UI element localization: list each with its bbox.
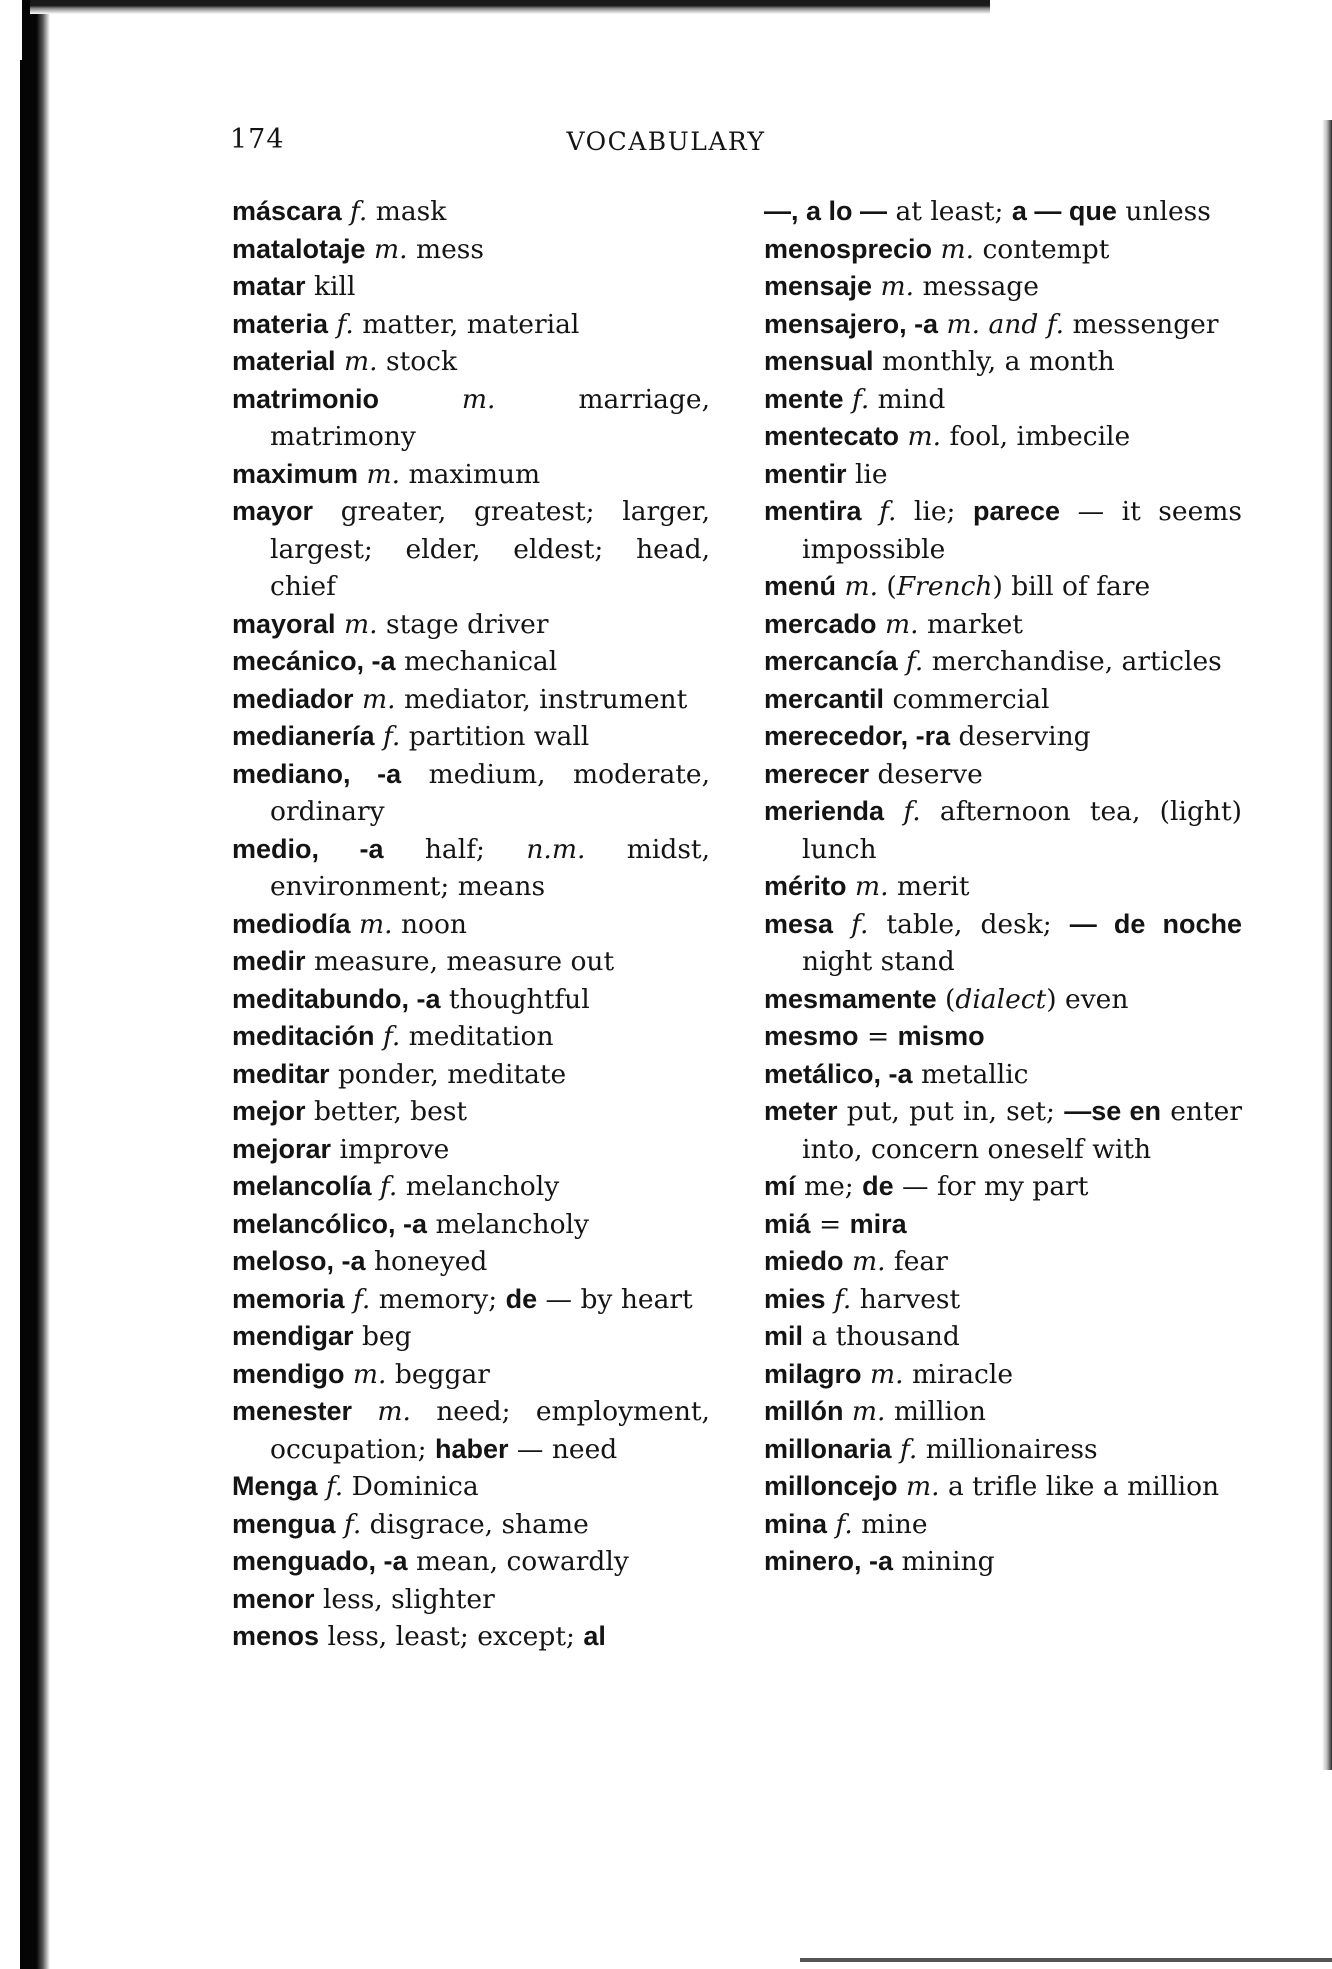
headword: mediador xyxy=(232,683,354,714)
grammar-label: f. xyxy=(371,1171,398,1202)
definition-text: memory; xyxy=(370,1283,506,1315)
vocab-entry xyxy=(232,906,710,944)
vocab-entry xyxy=(764,1206,1242,1244)
headword: meloso, -a xyxy=(232,1246,366,1276)
definition-text: miracle xyxy=(903,1358,1014,1390)
headword: mentecato xyxy=(764,421,900,451)
headword: menosprecio xyxy=(764,233,933,264)
vocab-entry xyxy=(232,343,710,381)
headword: merecedor, -ra xyxy=(764,721,951,751)
grammar-label: m. xyxy=(861,1358,904,1390)
headword: meditar xyxy=(232,1058,330,1089)
headword: haber xyxy=(434,1433,509,1464)
headword: maximum xyxy=(232,458,359,489)
page-number: 174 xyxy=(230,124,285,155)
vocab-entry xyxy=(232,1018,710,1056)
definition-text: lie xyxy=(846,458,888,490)
definition-text: honeyed xyxy=(365,1246,488,1277)
headword: mesmamente xyxy=(764,983,937,1014)
vocab-entry xyxy=(764,568,1242,606)
definition-text: noon xyxy=(392,908,467,940)
headword: mercancía xyxy=(764,646,898,676)
vocab-entry xyxy=(232,681,710,719)
headword: —se en xyxy=(1064,1096,1162,1126)
definition-text: medium, moderate, ordinary xyxy=(270,758,711,827)
headword: mente xyxy=(764,383,844,414)
vocab-entry xyxy=(764,268,1242,306)
vocab-entry xyxy=(764,718,1242,756)
definition-text: merit xyxy=(888,871,970,902)
definition-text: stage driver xyxy=(377,608,549,640)
headword: materia xyxy=(232,308,329,339)
scan-top-edge xyxy=(30,0,990,14)
definition-text: harvest xyxy=(851,1283,961,1315)
headword: mina xyxy=(764,1508,828,1539)
vocab-entry xyxy=(232,1618,710,1656)
headword: millonaria xyxy=(764,1433,892,1464)
vocab-entry xyxy=(232,1356,710,1394)
headword: parece xyxy=(973,496,1061,526)
headword: menos xyxy=(232,1621,320,1651)
definition-text: mining xyxy=(893,1546,995,1577)
definition-text: market xyxy=(918,608,1023,640)
definition-text: at least; xyxy=(887,196,1012,227)
grammar-label: m. xyxy=(846,871,889,902)
vocab-entry xyxy=(764,1468,1242,1506)
definition-text: Dominica xyxy=(343,1471,479,1502)
grammar-label: m. xyxy=(843,1396,886,1427)
definition-text: merchandise, articles xyxy=(923,646,1222,677)
headword: —, a lo — xyxy=(764,196,888,226)
headword: Menga xyxy=(232,1471,318,1501)
headword: menor xyxy=(232,1583,315,1614)
headword: menester xyxy=(232,1396,353,1426)
definition-text: mess xyxy=(407,233,484,265)
grammar-label: f. xyxy=(884,796,921,827)
definition-text: deserve xyxy=(869,758,983,790)
definition-text: measure, measure out xyxy=(305,946,615,977)
headword: meditación xyxy=(232,1021,375,1051)
definition-text: — for my part xyxy=(893,1171,1089,1202)
headword: metálico, -a xyxy=(764,1058,913,1089)
definition-text: lie; xyxy=(896,496,973,527)
headword: miá xyxy=(764,1208,811,1239)
headword: matrimonio xyxy=(232,383,380,414)
grammar-label: m. xyxy=(872,271,915,302)
definition-text: need; employment, occupation; xyxy=(270,1396,710,1465)
definition-text: melancholy xyxy=(427,1208,589,1240)
vocab-entry xyxy=(764,1168,1242,1206)
headword: medianería xyxy=(232,721,375,751)
vocab-entry xyxy=(232,268,710,306)
vocab-entry xyxy=(764,1393,1242,1431)
headword: mensaje xyxy=(764,271,873,301)
definition-text: kill xyxy=(305,271,356,302)
vocab-entry xyxy=(232,1093,710,1131)
definition-text: meditation xyxy=(400,1021,554,1052)
grammar-label: f. xyxy=(833,908,869,940)
vocab-entry xyxy=(232,1318,710,1356)
definition-text: me; xyxy=(795,1171,863,1202)
grammar-label: f. xyxy=(374,1021,401,1052)
definition-text: ponder, meditate xyxy=(329,1058,567,1090)
definition-text: stock xyxy=(377,346,458,377)
grammar-label: m. xyxy=(335,346,378,377)
headword: minero, -a xyxy=(764,1546,894,1576)
vocab-entry xyxy=(232,1168,710,1206)
definition-text: table, desk; xyxy=(868,908,1070,940)
vocab-entry xyxy=(764,418,1242,456)
headword: mejor xyxy=(232,1096,306,1126)
grammar-label: French xyxy=(896,571,993,602)
grammar-label: m. xyxy=(843,1246,886,1277)
grammar-label: m. xyxy=(379,383,496,415)
vocab-entry xyxy=(764,193,1242,231)
vocab-entry xyxy=(764,606,1242,644)
vocab-entry xyxy=(764,793,1242,868)
grammar-label: m. xyxy=(897,1471,940,1502)
vocab-entry xyxy=(232,756,710,831)
headword: mensajero, -a xyxy=(764,308,939,339)
definition-text: messenger xyxy=(1064,308,1219,340)
vocab-entry xyxy=(764,1243,1242,1281)
headword: merecer xyxy=(764,758,870,789)
vocab-entry xyxy=(232,1393,710,1468)
headword: milagro xyxy=(764,1358,862,1389)
headword: mies xyxy=(764,1283,826,1314)
grammar-label: f. xyxy=(825,1283,852,1315)
definition-text: mean, cowardly xyxy=(407,1546,629,1577)
definition-text: thoughtful xyxy=(440,983,590,1015)
headword: melancólico, -a xyxy=(232,1208,428,1239)
headword: mira xyxy=(849,1208,907,1239)
headword: miedo xyxy=(764,1246,844,1276)
definition-text: mind xyxy=(869,383,946,415)
definition-text: mine xyxy=(852,1508,928,1540)
vocab-entry xyxy=(232,981,710,1019)
headword: mérito xyxy=(764,871,847,901)
grammar-label: f. xyxy=(827,1508,853,1540)
definition-text: ( xyxy=(936,983,956,1015)
headword: mendigo xyxy=(232,1358,345,1389)
headword: mayor xyxy=(232,496,314,526)
definition-text: ) even xyxy=(1046,983,1129,1015)
definition-text: half; xyxy=(383,833,527,865)
grammar-label: f. xyxy=(897,646,924,677)
definition-text: commercial xyxy=(884,683,1050,715)
vocab-entry xyxy=(764,493,1242,568)
running-head: VOCABULARY xyxy=(566,127,766,156)
headword: mediano, -a xyxy=(232,758,402,789)
definition-text: less, slighter xyxy=(314,1583,495,1615)
grammar-label: f. xyxy=(317,1471,344,1502)
grammar-label: f. xyxy=(891,1433,918,1465)
scan-left-edge xyxy=(20,0,50,1969)
definition-text: mechanical xyxy=(395,646,558,677)
scan-left-edge-gap xyxy=(0,0,22,60)
definition-text: midst, environment; means xyxy=(270,833,710,902)
grammar-label: m. xyxy=(352,1396,411,1427)
headword: mecánico, -a xyxy=(232,646,396,676)
grammar-label: m. xyxy=(932,233,975,265)
definition-text: fear xyxy=(885,1246,948,1277)
definition-text: deserving xyxy=(950,721,1091,752)
headword: mesa xyxy=(764,908,834,939)
vocab-entry xyxy=(232,943,710,981)
definition-text: better, best xyxy=(305,1096,468,1127)
definition-text: maximum xyxy=(400,458,541,490)
definition-text: mask xyxy=(367,196,447,227)
grammar-label: m. xyxy=(836,571,878,602)
definition-text: — need xyxy=(508,1433,618,1465)
grammar-label: m. and f. xyxy=(938,308,1065,340)
definition-text: mediator, instrument xyxy=(395,683,688,715)
headword: milloncejo xyxy=(764,1471,898,1501)
grammar-label: f. xyxy=(861,496,897,527)
definition-text: unless xyxy=(1116,196,1211,227)
vocab-entry xyxy=(764,1318,1242,1356)
headword: de xyxy=(505,1283,538,1314)
headword: mentira xyxy=(764,496,862,526)
definition-text: = xyxy=(810,1208,850,1240)
definition-text: a trifle like a million xyxy=(939,1471,1220,1502)
vocab-entry xyxy=(764,1543,1242,1581)
headword: mil xyxy=(764,1321,804,1351)
definition-text: greater, greatest; larger, largest; elder, eldest; head, chief xyxy=(270,496,710,602)
definition-text: less, least; except; xyxy=(319,1621,584,1652)
definition-text: matter, material xyxy=(353,308,580,340)
grammar-label: n.m. xyxy=(526,833,586,865)
vocab-entry xyxy=(232,306,710,344)
grammar-label: dialect xyxy=(955,983,1047,1015)
headword: mercado xyxy=(764,608,877,639)
vocab-entry xyxy=(764,981,1242,1019)
vocab-entry xyxy=(764,1356,1242,1394)
vocab-entry xyxy=(764,343,1242,381)
definition-text: marriage, matrimony xyxy=(270,383,710,452)
grammar-label: f. xyxy=(344,1283,371,1315)
definition-text: disgrace, shame xyxy=(361,1508,589,1540)
headword: meter xyxy=(764,1096,838,1126)
vocab-entry xyxy=(764,868,1242,906)
grammar-label: m. xyxy=(350,908,393,940)
vocab-entry xyxy=(232,381,710,456)
vocab-entry xyxy=(232,1131,710,1169)
headword: mí xyxy=(764,1171,796,1201)
headword: mercantil xyxy=(764,683,885,714)
definition-text: monthly, a month xyxy=(873,346,1115,377)
left-column xyxy=(232,193,710,1656)
headword: al xyxy=(583,1621,606,1651)
headword: mejorar xyxy=(232,1133,332,1164)
vocab-entry xyxy=(764,1093,1242,1168)
vocab-entry xyxy=(764,1056,1242,1094)
definition-text: — by heart xyxy=(537,1283,693,1315)
headword: mendigar xyxy=(232,1321,354,1351)
vocab-entry xyxy=(232,1506,710,1544)
definition-text: ( xyxy=(878,571,897,602)
vocab-entry xyxy=(232,606,710,644)
vocab-entry xyxy=(764,306,1242,344)
headword: matar xyxy=(232,271,306,301)
headword: merienda xyxy=(764,796,885,826)
definition-text: contempt xyxy=(974,233,1110,265)
vocab-entry xyxy=(764,681,1242,719)
headword: matalotaje xyxy=(232,233,366,264)
headword: — de noche xyxy=(1069,908,1242,939)
headword: máscara xyxy=(232,196,342,226)
headword: memoria xyxy=(232,1283,345,1314)
vocab-entry xyxy=(232,456,710,494)
vocab-entry xyxy=(232,1056,710,1094)
definition-text: millionairess xyxy=(917,1433,1098,1465)
grammar-label: m. xyxy=(353,683,396,715)
definition-text: melancholy xyxy=(397,1171,560,1202)
grammar-label: m. xyxy=(358,458,401,490)
vocab-entry xyxy=(764,381,1242,419)
grammar-label: f. xyxy=(341,196,368,227)
vocab-entry xyxy=(232,1243,710,1281)
definition-text: beggar xyxy=(386,1358,490,1390)
headword: mensual xyxy=(764,346,874,376)
vocab-entry xyxy=(232,193,710,231)
vocab-entry xyxy=(764,1431,1242,1469)
definition-text: a thousand xyxy=(803,1321,960,1352)
headword: mediodía xyxy=(232,908,351,939)
definition-text: improve xyxy=(331,1133,450,1165)
vocab-entry xyxy=(764,1018,1242,1056)
grammar-label: f. xyxy=(843,383,870,415)
vocab-entry xyxy=(232,493,710,606)
vocab-entry xyxy=(232,1468,710,1506)
vocab-entry xyxy=(764,231,1242,269)
definition-text: message xyxy=(914,271,1039,302)
definition-text: night stand xyxy=(802,946,955,977)
headword: menguado, -a xyxy=(232,1546,408,1576)
definition-text: beg xyxy=(353,1321,412,1352)
grammar-label: m. xyxy=(335,608,378,640)
vocab-entry xyxy=(764,1281,1242,1319)
headword: medir xyxy=(232,946,306,976)
vocab-entry xyxy=(232,231,710,269)
definition-text: put, put in, set; xyxy=(837,1096,1065,1127)
headword: mengua xyxy=(232,1508,336,1539)
definition-text: afternoon tea, (light) lunch xyxy=(802,796,1242,865)
vocab-entry xyxy=(764,456,1242,494)
headword: mentir xyxy=(764,458,847,489)
definition-text: — it seems impossible xyxy=(802,496,1242,565)
definition-text: enter into, concern oneself with xyxy=(802,1096,1242,1165)
grammar-label: f. xyxy=(335,1508,362,1540)
definition-text: ) bill of fare xyxy=(992,571,1151,602)
right-column xyxy=(764,193,1242,1581)
vocab-entry xyxy=(232,1206,710,1244)
vocab-entry xyxy=(232,831,710,906)
vocab-entry xyxy=(232,1281,710,1319)
grammar-label: m. xyxy=(365,233,408,265)
definition-text: million xyxy=(885,1396,986,1427)
grammar-label: f. xyxy=(328,308,354,340)
grammar-label: m. xyxy=(876,608,919,640)
headword: de xyxy=(862,1171,894,1201)
headword: medio, -a xyxy=(232,833,384,864)
grammar-label: m. xyxy=(899,421,942,452)
definition-text: metallic xyxy=(912,1058,1029,1090)
headword: material xyxy=(232,346,336,376)
definition-text: fool, imbecile xyxy=(941,421,1131,452)
headword: mayoral xyxy=(232,608,336,639)
headword: mismo xyxy=(897,1021,985,1051)
scan-right-edge xyxy=(1322,120,1332,1770)
scan-bottom-edge xyxy=(800,1958,1332,1962)
grammar-label: m. xyxy=(344,1358,387,1390)
vocab-entry xyxy=(764,906,1242,981)
grammar-label: f. xyxy=(374,721,401,752)
vocab-entry xyxy=(764,756,1242,794)
headword: millón xyxy=(764,1396,844,1426)
headword: menú xyxy=(764,571,837,601)
vocab-entry xyxy=(232,643,710,681)
vocab-entry xyxy=(232,718,710,756)
vocab-entry xyxy=(232,1543,710,1581)
vocab-entry xyxy=(764,643,1242,681)
headword: meditabundo, -a xyxy=(232,983,441,1014)
headword: mesmo xyxy=(764,1021,859,1051)
definition-text: partition wall xyxy=(400,721,590,752)
vocab-entry xyxy=(232,1581,710,1619)
definition-text: = xyxy=(858,1021,898,1052)
headword: melancolía xyxy=(232,1171,372,1201)
vocab-entry xyxy=(764,1506,1242,1544)
headword: a — que xyxy=(1011,196,1117,226)
